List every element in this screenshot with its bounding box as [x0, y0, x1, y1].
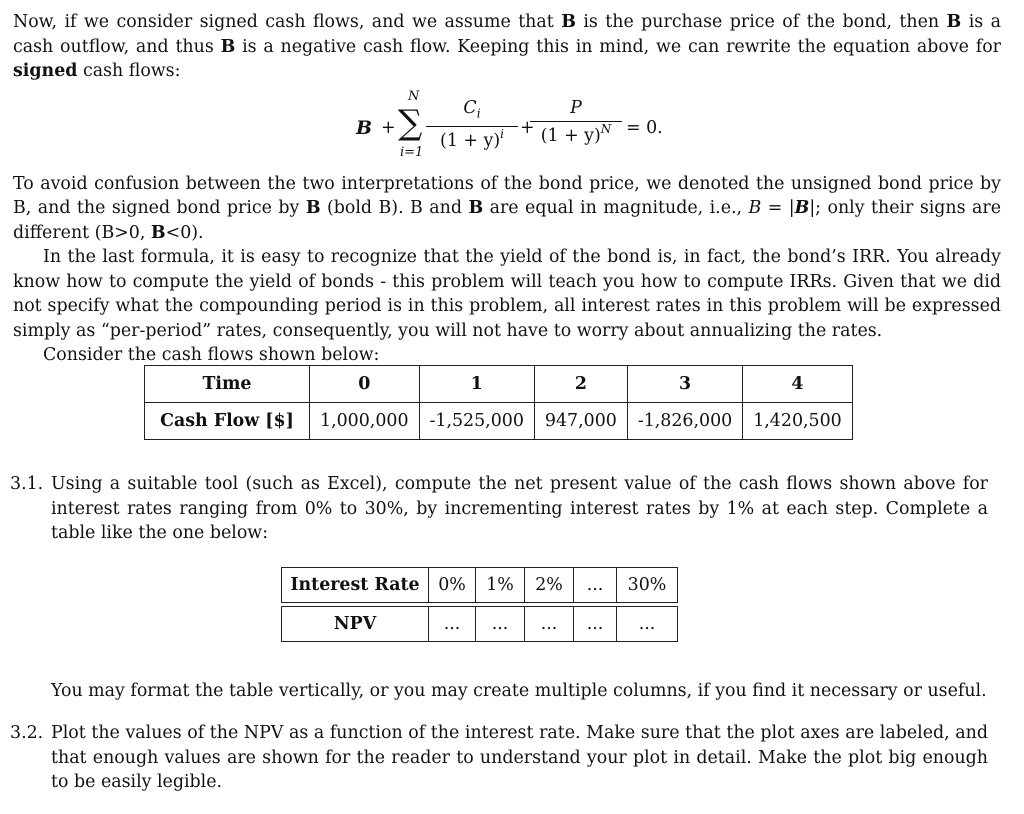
- coupon-numerator: [426, 96, 518, 125]
- text-span: is a negative cash flow. Keeping this in mind, we can rewrite the equation above for: [235, 36, 1001, 57]
- bold-b: B: [561, 12, 576, 32]
- cash-flow-cell: -1,525,000: [419, 403, 534, 440]
- eq-plus: +: [520, 117, 535, 138]
- question-text: Using a suitable tool (such as Excel), compute the net present value of the cash flows shown above for interest rates ranging from 0% to 30%, by incrementing interest rates by 1% at each step. Complete a table like the one below:: [51, 474, 988, 543]
- principal-fraction: [530, 96, 622, 148]
- irr-paragraph: In the last formula, it is easy to recognize that the yield of the bond is, in fact, the bond’s IRR. You already know how to compute the yield of bonds - this problem will teach you how to compute IRRs. Given that we did not specify what the compounding period is in this problem, all interest rates in this problem will be expressed simply as “per-period” rates, consequently, you will not have to worry about annualizing the rates.: [13, 247, 1001, 341]
- text-span: is a cash outflow, and thus: [13, 12, 1001, 57]
- rate-cell: 0%: [429, 568, 476, 603]
- bold-signed: signed: [13, 61, 78, 81]
- text-span: |; only their signs are different (B>0,: [13, 198, 1001, 243]
- npv-cell: ...: [429, 607, 476, 642]
- bold-b: B: [150, 222, 166, 243]
- npv-table-container: [281, 567, 678, 642]
- question-3-1: [10, 472, 988, 546]
- text-span: cash flows:: [77, 61, 181, 81]
- npv-label: NPV: [282, 607, 429, 642]
- npv-table: [281, 567, 678, 642]
- sum-lower-limit: [400, 146, 423, 160]
- rate-cell: 2%: [525, 568, 574, 603]
- intro-paragraph: [13, 10, 1001, 84]
- text-span: are equal in magnitude, i.e.,: [483, 198, 749, 218]
- time-cell: 1: [419, 366, 534, 403]
- coupon-c: C: [463, 97, 477, 118]
- math-b: B: [748, 198, 762, 218]
- coupon-fraction: [426, 96, 518, 153]
- time-label: Time: [145, 366, 310, 403]
- rate-cell: 1%: [476, 568, 525, 603]
- coupon-denominator: [426, 126, 518, 153]
- question-number: 3.2.: [10, 723, 44, 743]
- interest-rate-row: [282, 568, 678, 603]
- fraction-bar: [426, 126, 518, 127]
- den-text: (1 + y): [540, 125, 601, 146]
- time-row: [145, 366, 853, 403]
- question-3-2: [10, 721, 988, 795]
- cash-flow-table-container: [144, 365, 853, 440]
- cash-flow-row: [145, 403, 853, 440]
- npv-cell: ...: [525, 607, 574, 642]
- text-span: = |: [761, 198, 795, 218]
- cash-flow-cell: -1,826,000: [627, 403, 742, 440]
- principal-denominator: [530, 121, 622, 148]
- sum-upper-limit: N: [408, 88, 420, 104]
- lower-limit-text: i=1: [400, 144, 424, 160]
- rate-cell: ...: [574, 568, 617, 603]
- cash-flow-label: Cash Flow [$]: [145, 403, 310, 440]
- bold-b: B: [220, 36, 236, 57]
- npv-cell: ...: [476, 607, 525, 642]
- document-page: [13, 10, 1001, 368]
- text-span: <0).: [165, 222, 204, 243]
- cash-flow-cell: 1,420,500: [743, 403, 853, 440]
- npv-row: [282, 607, 678, 642]
- text-span: (bold B). B and: [320, 198, 469, 218]
- question-number: 3.1.: [10, 474, 44, 494]
- eq-bold-b: B: [356, 116, 373, 139]
- question-text: Plot the values of the NPV as a function of the interest rate. Make sure that the plot axes are labeled, and that enough values are shown for the reader to understand your plot in detail. Make the plot big enough to be easily legible.: [51, 723, 988, 792]
- den-exponent: N: [600, 121, 612, 136]
- cash-flow-cell: 947,000: [534, 403, 627, 440]
- bold-b: B: [305, 198, 321, 218]
- npv-cell: ...: [574, 607, 617, 642]
- npv-cell: ...: [617, 607, 678, 642]
- text-span: To avoid confusion between the two interpretations of the bond price, we denoted the unsigned bond price by B, and the signed bond price by: [13, 173, 1001, 218]
- principal-numerator: P: [570, 97, 582, 118]
- eq-plus: +: [381, 117, 396, 138]
- text-span: is the purchase price of the bond, then: [575, 12, 947, 32]
- bond-equation: [13, 88, 1001, 172]
- format-note: You may format the table vertically, or you may create multiple columns, if you find it necessary or useful.: [51, 681, 987, 701]
- bold-b: B: [468, 198, 484, 218]
- consider-paragraph: Consider the cash flows shown below:: [43, 345, 380, 365]
- eq-equals-zero: = 0.: [626, 117, 663, 138]
- notation-paragraph: [13, 172, 1001, 246]
- cash-flow-cell: 1,000,000: [310, 403, 420, 440]
- den-exponent: i: [500, 126, 504, 141]
- time-cell: 2: [534, 366, 627, 403]
- time-cell: 0: [310, 366, 420, 403]
- time-cell: 3: [627, 366, 742, 403]
- coupon-subscript: i: [476, 105, 481, 120]
- cash-flow-table: [144, 365, 853, 440]
- bold-b: B: [794, 198, 810, 218]
- sigma-symbol: ∑: [398, 102, 423, 143]
- interest-rate-label: Interest Rate: [282, 568, 429, 603]
- text-span: Now, if we consider signed cash flows, and we assume that: [13, 12, 562, 32]
- den-text: (1 + y): [440, 130, 501, 151]
- rate-cell: 30%: [617, 568, 678, 603]
- time-cell: 4: [743, 366, 853, 403]
- bold-b: B: [946, 12, 962, 32]
